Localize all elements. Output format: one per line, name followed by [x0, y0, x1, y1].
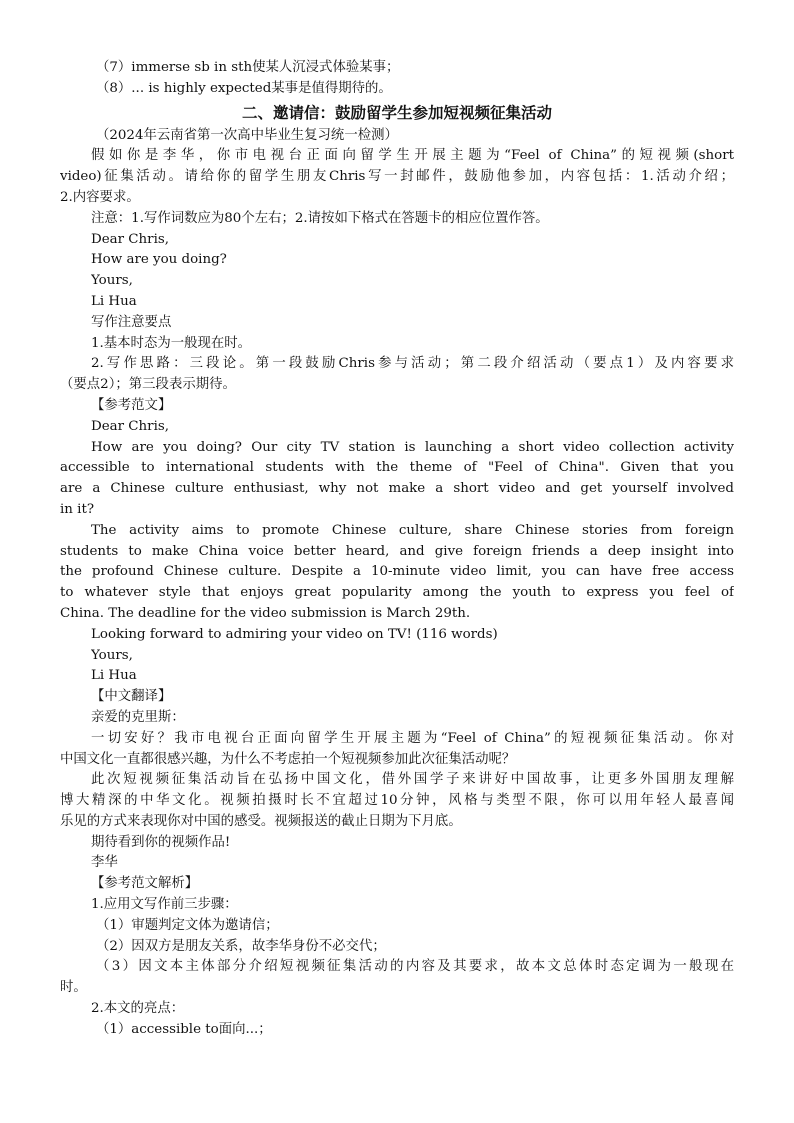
text-line: 2.内容要求。 — [60, 189, 140, 205]
text-line: （1）审题判定文体为邀请信； — [96, 917, 279, 933]
text-line: 期待看到你的视频作品! — [91, 834, 231, 850]
text-line: the profound Chinese culture. Despite a 10-minute video limit, you can have free access — [60, 564, 734, 580]
text-line: 时。 — [60, 980, 87, 996]
text-line: How are you doing? — [91, 252, 227, 268]
text-line: 写作注意要点 — [91, 314, 172, 330]
text-line: 一切安好？我市电视台正面向留学生开展主题为“Feel of China”的短视频征集活动。你对 — [91, 730, 734, 746]
text-line: students to make China voice better heard, and give foreign friends a deep insight into — [60, 543, 734, 559]
text-line: Dear Chris, — [91, 231, 169, 247]
text-line: 亲爱的克里斯： — [91, 709, 185, 725]
text-line: to whatever style that enjoys great popularity among the youth to express you feel of — [60, 585, 734, 601]
text-line: Li Hua — [91, 668, 137, 684]
text-line: 注意：1.写作词数应为80个左右；2.请按如下格式在答题卡的相应位置作答。 — [91, 210, 549, 226]
text-line: Looking forward to admiring your video on TV! (116 words) — [91, 626, 498, 642]
text-line: How are you doing? Our city TV station is launching a short video collection activity — [91, 439, 734, 455]
text-line: Yours, — [91, 647, 133, 663]
text-line: Dear Chris, — [91, 418, 169, 434]
text-line: 假如你是李华，你市电视台正面向留学生开展主题为“Feel of China”的短视频(short — [91, 148, 734, 164]
text-line: 【中文翻译】 — [91, 689, 172, 705]
text-line: China. The deadline for the video submission is March 29th. — [60, 605, 471, 621]
text-line: in it? — [60, 501, 95, 517]
text-line: 中国文化一直都很感兴趣，为什么不考虑拍一个短视频参加此次征集活动呢？ — [60, 751, 516, 767]
text-line: 1.基本时态为一般现在时。 — [91, 335, 252, 351]
text-line: The activity aims to promote Chinese culture, share Chinese stories from foreign — [91, 522, 734, 538]
text-line: 乐见的方式来表现你对中国的感受。视频报送的截止日期为下月底。 — [60, 813, 462, 829]
text-line: （8）... is highly expected某事是值得期待的。 — [96, 80, 392, 96]
text-line: （2）因双方是朋友关系，故李华身份不必交代； — [96, 938, 386, 954]
text-line: 1.应用文写作前三步骤： — [91, 897, 238, 913]
text-line: 2.写作思路：三段论。第一段鼓励Chris参与活动；第二段介绍活动（要点1）及内容要求 — [91, 356, 734, 372]
text-line: 【参考范文】 — [91, 397, 172, 413]
text-line: （1）accessible to面向...； — [96, 1021, 272, 1037]
text-line: （3）因文本主体部分介绍短视频征集活动的内容及其要求，故本文总体时态定调为一般现在 — [96, 959, 734, 975]
section-heading: 二、邀请信：鼓励留学生参加短视频征集活动 — [241, 102, 552, 122]
text-line: video)征集活动。请给你的留学生朋友Chris写一封邮件，鼓励他参加，内容包括：1.活动介绍； — [60, 169, 734, 185]
text-line: （7）immerse sb in sth使某人沉浸式体验某事； — [96, 60, 400, 75]
text-line: （要点2）；第三段表示期待。 — [60, 377, 236, 393]
text-line: 2.本文的亮点： — [91, 1001, 185, 1017]
text-line: 博大精深的中华文化。视频拍摄时长不宜超过10分钟，风格与类型不限，你可以用年轻人最喜闻 — [60, 793, 734, 809]
text-line: accessible to international students with the theme of "Feel of China". Given that you — [60, 460, 734, 476]
text-line: Li Hua — [91, 293, 137, 309]
text-line: 此次短视频征集活动旨在弘扬中国文化，借外国学子来讲好中国故事，让更多外国朋友理解 — [91, 772, 734, 788]
text-line: 李华 — [91, 855, 118, 871]
text-line: are a Chinese culture enthusiast, why not make a short video and get yourself involved — [60, 481, 734, 497]
text-line: （2024年云南省第一次高中毕业生复习统一检测） — [96, 127, 398, 143]
text-line: Yours, — [91, 273, 133, 289]
text-line: 【参考范文解析】 — [91, 876, 199, 892]
